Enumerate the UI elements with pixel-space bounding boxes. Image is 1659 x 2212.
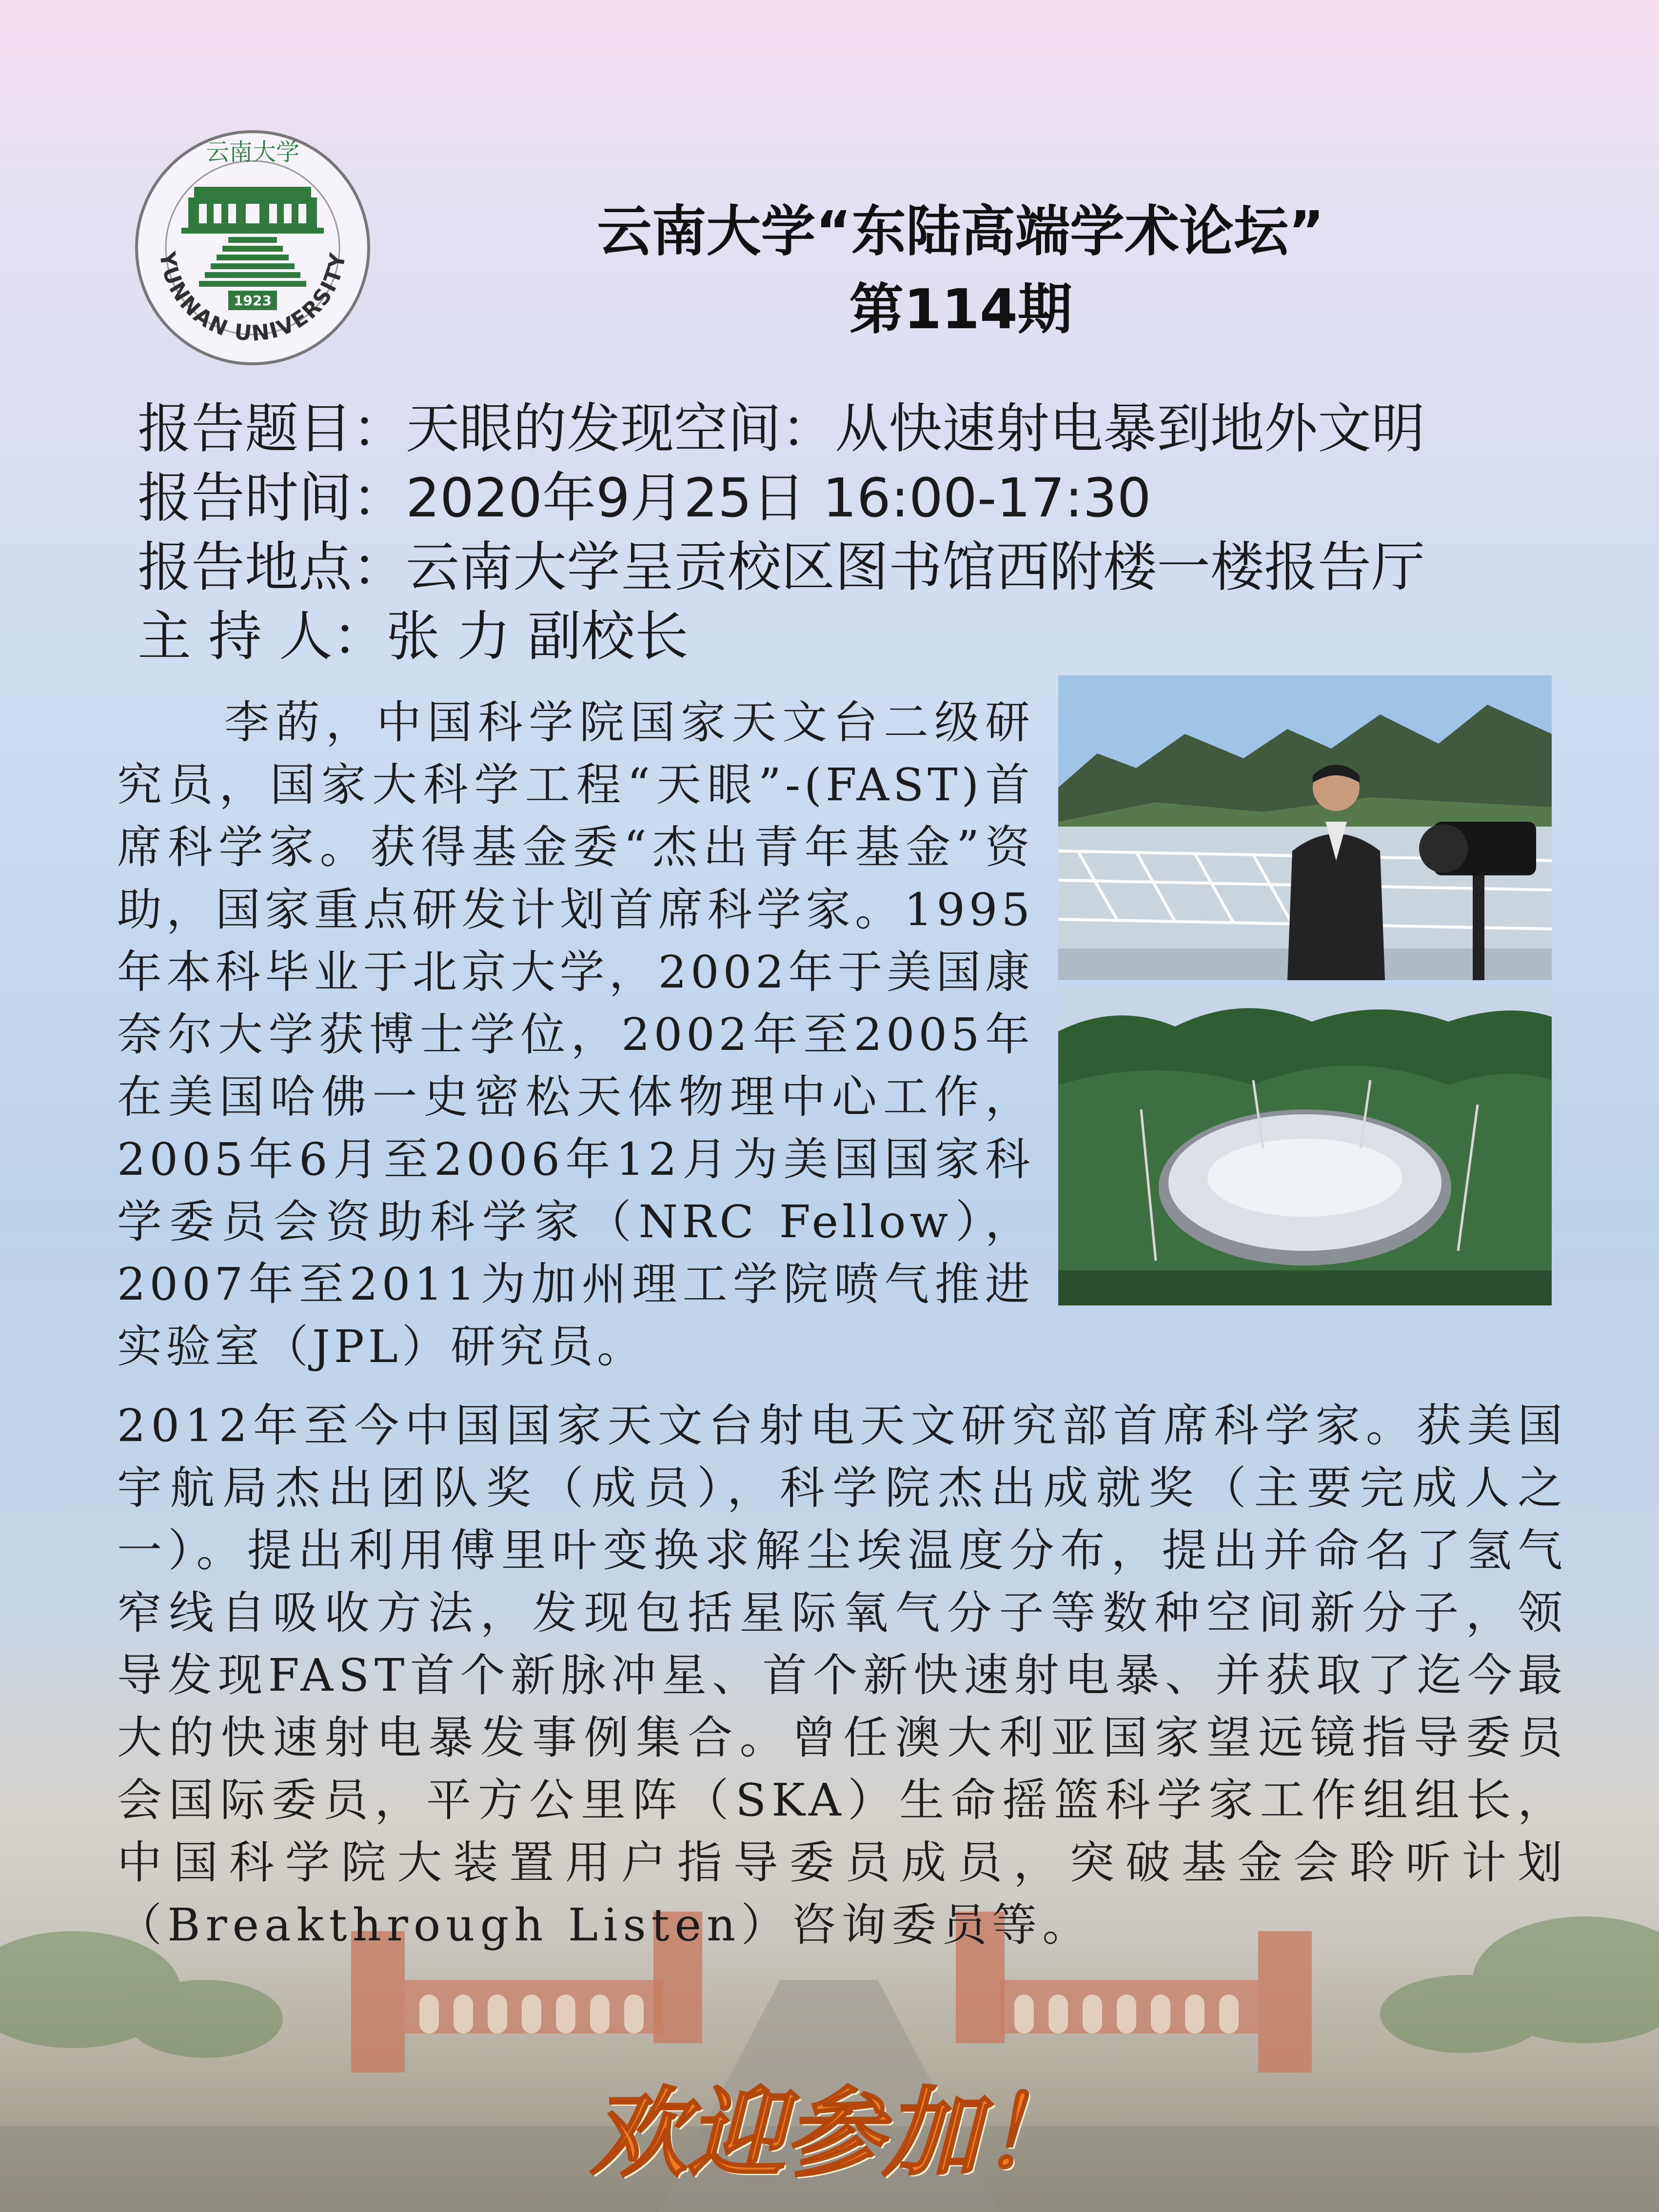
info-value-time: 2020年9月25日 16:00-17:30 bbox=[406, 467, 1151, 529]
info-row-time bbox=[138, 463, 1600, 533]
speaker-bio-paragraph-1: 李菂，中国科学院国家天文台二级研究员，国家大科学工程“天眼”-(FAST)首席科学家。获得基金委“杰出青年基金”资助，国家重点研发计划首席科学家。1995年本科毕业于北京大学，2002年于美国康奈尔大学获博士学位，2002年至2005年在美国哈佛一史密松天体物理中心工作，2005年6月至2006年12月为美国国家科学委员会资助科学家（NRC Fellow），2007年至2011为加州理工学院喷气推进实验室（JPL）研究员。 bbox=[117, 696, 1034, 1373]
info-row-location bbox=[138, 533, 1600, 602]
info-value-topic: 天眼的发现空间：从快速射电暴到地外文明 bbox=[406, 397, 1425, 460]
logo-arc-text: YUNNAN UNIVERSITY bbox=[154, 250, 351, 346]
forum-title-line1: 云南大学“东陆高端学术论坛” bbox=[597, 200, 1324, 263]
info-label-time: 报告时间： bbox=[138, 467, 406, 529]
logo-year: 1923 bbox=[234, 293, 272, 309]
info-label-host: 主 持 人： bbox=[138, 605, 386, 668]
speaker-photos bbox=[1058, 675, 1552, 1305]
university-logo bbox=[131, 126, 375, 370]
info-value-location: 云南大学呈贡校区图书馆西附楼一楼报告厅 bbox=[406, 536, 1425, 598]
info-row-topic bbox=[138, 394, 1600, 463]
info-value-host: 张 力 副校长 bbox=[386, 605, 689, 668]
forum-title-line2: 第114期 bbox=[849, 278, 1072, 341]
lecture-info bbox=[138, 394, 1600, 671]
forum-title bbox=[410, 193, 1512, 349]
info-label-location: 报告地点： bbox=[138, 536, 406, 598]
info-label-topic: 报告题目： bbox=[138, 397, 406, 460]
welcome-slogan: 欢迎参加！ bbox=[590, 2076, 1078, 2191]
fast-telescope-photo bbox=[1058, 988, 1552, 1305]
speaker-photo bbox=[1058, 675, 1552, 980]
logo-top-text: 云南大学 bbox=[205, 138, 300, 166]
speaker-bio-paragraph-2: 2012年至今中国国家天文台射电天文研究部首席科学家。获美国宇航局杰出团队奖（成员），科学院杰出成就奖（主要完成人之一）。提出利用傅里叶变换求解尘埃温度分布，提出并命名了氢气窄线自吸收方法，发现包括星际氧气分子等数种空间新分子，领导发现FAST首个新脉冲星、首个新快速射电暴、并获取了迄今最大的快速射电暴发事例集合。曾任澳大利亚国家望远镜指导委员会国际委员，平方公里阵（SKA）生命摇篮科学家工作组组长，中国科学院大装置用户指导委员成员，突破基金会聆听计划（Breakthrough Listen）咨询委员等。 bbox=[117, 1400, 1568, 1951]
info-row-host bbox=[138, 602, 1600, 671]
